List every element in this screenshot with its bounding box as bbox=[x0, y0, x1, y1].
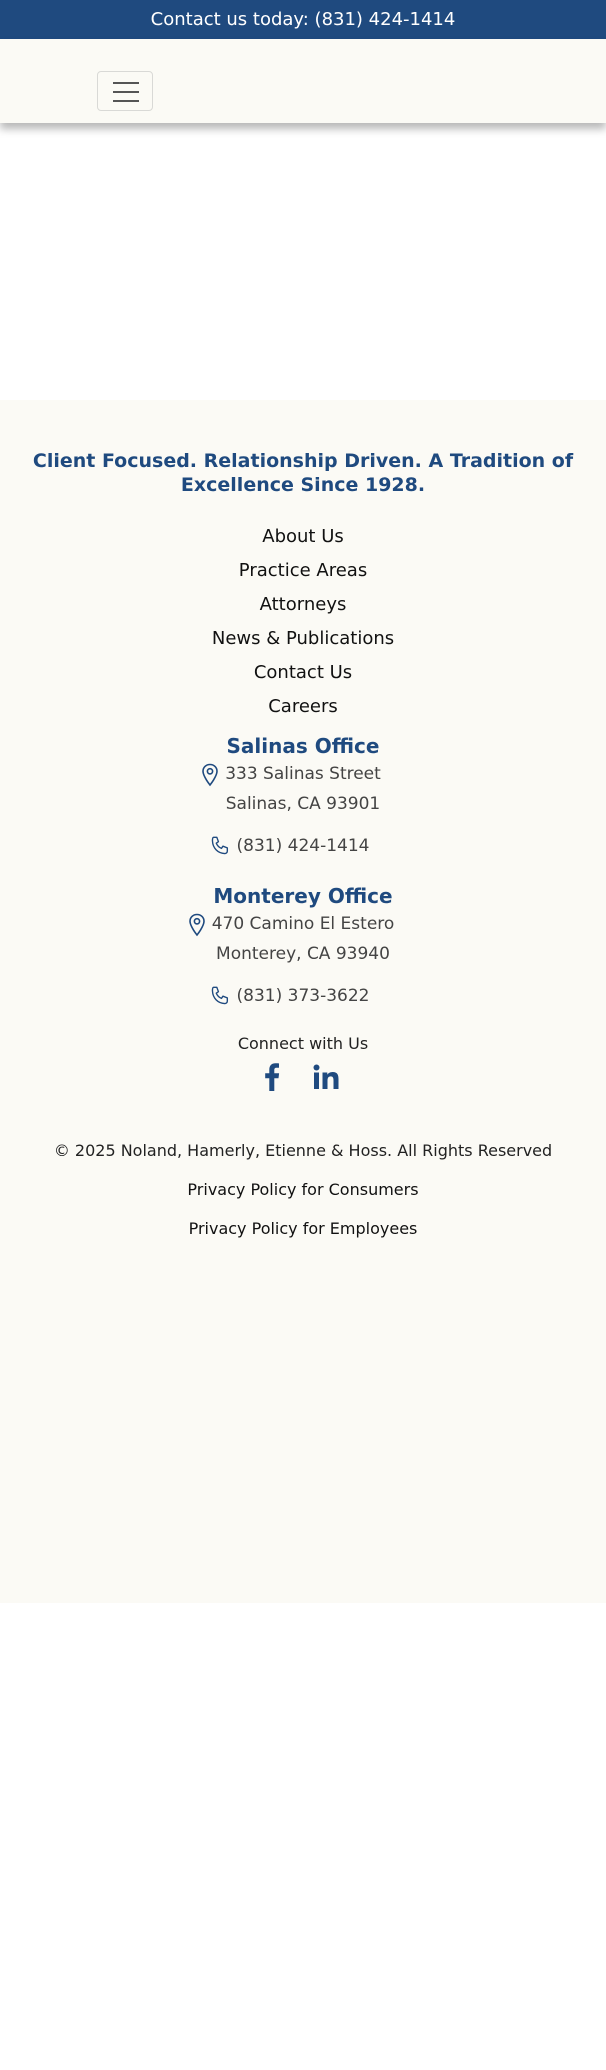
navbar bbox=[0, 39, 606, 123]
footer-nav-attorneys[interactable]: Attorneys bbox=[259, 594, 347, 615]
salinas-phone-number: (831) 424-1414 bbox=[236, 836, 370, 856]
salinas-phone[interactable] bbox=[237, 833, 370, 859]
salinas-address[interactable] bbox=[225, 759, 381, 819]
facebook-link[interactable] bbox=[256, 1060, 288, 1094]
monterey-phone[interactable] bbox=[237, 983, 370, 1009]
connect-with-us-label: Connect with Us bbox=[237, 1034, 369, 1053]
monterey-city: Monterey, CA 93940 bbox=[216, 944, 390, 964]
linkedin-link[interactable] bbox=[310, 1060, 342, 1094]
phone-icon bbox=[209, 985, 231, 1007]
monterey-street: 470 Camino El Estero bbox=[211, 914, 395, 934]
footer-nav bbox=[0, 520, 606, 724]
footer-nav-news-publications[interactable]: News & Publications bbox=[211, 628, 395, 649]
top-contact-bar bbox=[0, 0, 606, 39]
facebook-icon bbox=[264, 1063, 280, 1091]
phone-icon bbox=[209, 835, 231, 857]
map-pin-icon bbox=[188, 913, 206, 937]
hamburger-menu-button[interactable] bbox=[97, 71, 153, 111]
top-contact-link[interactable]: Contact us today: (831) 424-1414 bbox=[150, 9, 456, 30]
salinas-street: 333 Salinas Street bbox=[225, 764, 381, 784]
hamburger-menu-icon bbox=[113, 100, 139, 102]
footer-nav-about-us[interactable]: About Us bbox=[262, 526, 344, 547]
footer bbox=[0, 400, 606, 1603]
salinas-city: Salinas, CA 93901 bbox=[225, 794, 381, 814]
footer-nav-practice-areas[interactable]: Practice Areas bbox=[238, 560, 368, 581]
monterey-office-title: Monterey Office bbox=[213, 884, 393, 908]
footer-tagline: Client Focused. Relationship Driven. A Tradition of Excellence Since 1928. bbox=[32, 450, 574, 496]
privacy-policy-employees-link[interactable]: Privacy Policy for Employees bbox=[188, 1219, 418, 1238]
hamburger-menu-icon bbox=[113, 82, 139, 84]
monterey-address[interactable] bbox=[212, 909, 395, 969]
monterey-phone-number: (831) 373-3622 bbox=[236, 986, 370, 1006]
map-pin-icon bbox=[201, 763, 219, 787]
salinas-office bbox=[0, 733, 606, 859]
footer-nav-contact-us[interactable]: Contact Us bbox=[253, 662, 353, 683]
footer-nav-careers[interactable]: Careers bbox=[268, 696, 338, 717]
privacy-policy-consumers-link[interactable]: Privacy Policy for Consumers bbox=[187, 1180, 419, 1199]
hero-area bbox=[0, 123, 606, 400]
linkedin-icon bbox=[313, 1064, 339, 1090]
monterey-office bbox=[0, 883, 606, 1009]
copyright-text: © 2025 Noland, Hamerly, Etienne & Hoss. All Rights Reserved bbox=[53, 1141, 553, 1160]
salinas-office-title: Salinas Office bbox=[226, 734, 380, 758]
hamburger-menu-icon bbox=[113, 91, 139, 93]
